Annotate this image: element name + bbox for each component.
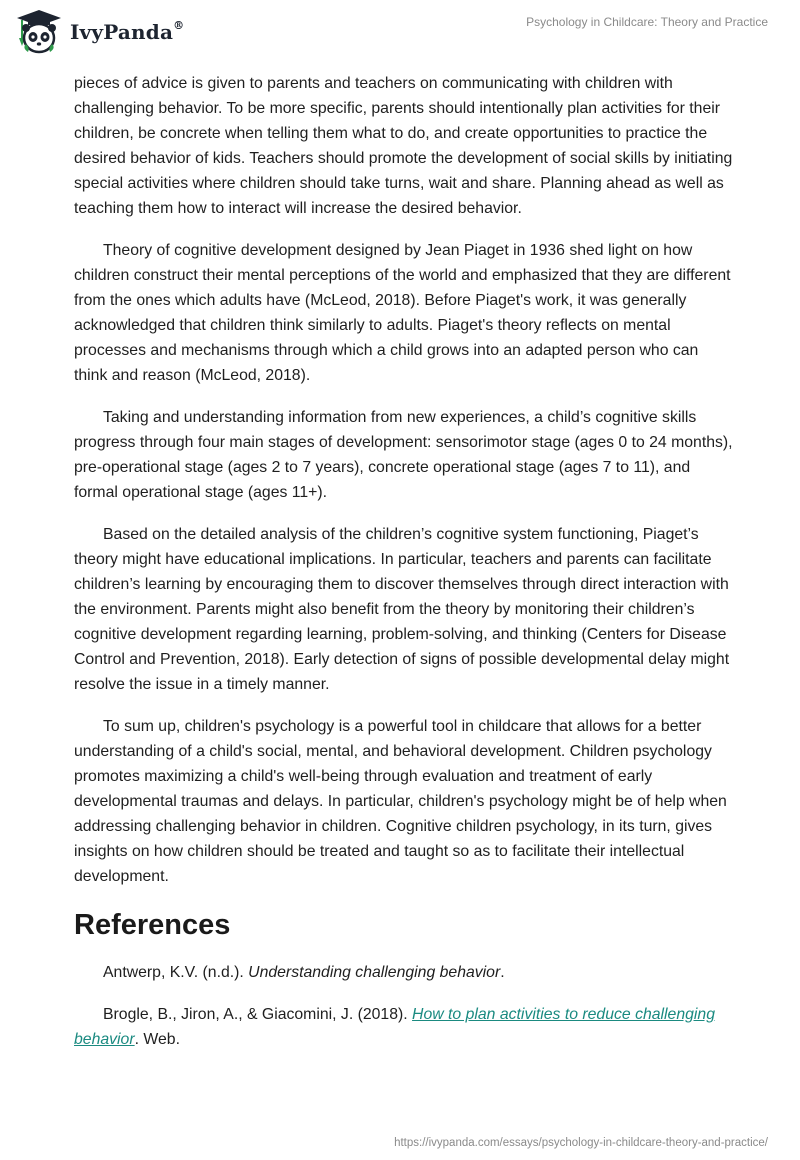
brand-name: IvyPanda® xyxy=(70,19,185,44)
essay-body xyxy=(74,71,734,1069)
reference-item xyxy=(74,960,734,985)
ivypanda-logo[interactable] xyxy=(14,8,184,56)
panda-graduation-cap-icon xyxy=(14,8,64,56)
document-title: Psychology in Childcare: Theory and Practice xyxy=(526,15,768,29)
body-paragraph: Theory of cognitive development designed by Jean Piaget in 1936 shed light on how children construct their mental perceptions of the world and emphasized that they are different from the ones which adults have (McLeod, 2018). Before Piaget's work, it was generally acknowledged that children think similarly to adults. Piaget's theory reflects on mental processes and mechanisms through which a child grows into an adapted person who can think and reason (McLeod, 2018). xyxy=(74,242,731,384)
references-heading: References xyxy=(74,909,231,941)
reference-link[interactable]: How to plan activities to reduce challenging behavior xyxy=(74,1006,715,1048)
reference-suffix: . Web. xyxy=(134,1031,180,1048)
body-paragraph: pieces of advice is given to parents and teachers on communicating with children with challenging behavior. To be more specific, parents should intentionally plan activities for their children, be concrete when telling them what to do, and create opportunities to practice the desired behavior of kids. Teachers should promote the development of social skills by initiating special activities where children should take turns, wait and share. Planning ahead as well as teaching them how to interact will increase the desired behavior. xyxy=(74,75,733,217)
reference-item xyxy=(74,1002,734,1052)
body-paragraph: To sum up, children's psychology is a powerful tool in childcare that allows for a better understanding of a child's social, mental, and behavioral development. Children psychology promotes maximizing a child's well-being through evaluation and treatment of early developmental traumas and delays. In particular, children's psychology might be of help when addressing challenging behavior in children. Cognitive children psychology, in its turn, gives insights on how children should be treated and taught so as to facilitate their intellectual development. xyxy=(74,718,727,885)
page-header xyxy=(0,0,800,70)
reference-authors: Antwerp, K.V. (n.d.). xyxy=(103,964,249,981)
body-paragraph: Taking and understanding information from new experiences, a child’s cognitive skills progress through four main stages of development: sensorimotor stage (ages 0 to 24 months), pre-operational stage (ages 2 to 7 years), concrete operational stage (ages 7 to 11), and formal operational stage (ages 11+). xyxy=(74,409,733,501)
reference-title: Understanding challenging behavior xyxy=(248,964,501,981)
reference-authors: Brogle, B., Jiron, A., & Giacomini, J. (2018). xyxy=(103,1006,413,1023)
reference-suffix: . xyxy=(500,964,505,981)
footer-url: https://ivypanda.com/essays/psychology-in-childcare-theory-and-practice/ xyxy=(394,1137,768,1149)
body-paragraph: Based on the detailed analysis of the children’s cognitive system functioning, Piaget’s theory might have educational implications. In particular, teachers and parents can facilitate children’s learning by encouraging them to discover themselves through direct interaction with the environment. Parents might also benefit from the theory by monitoring their children’s cognitive development regarding learning, problem-solving, and thinking (Centers for Disease Control and Prevention, 2018). Early detection of signs of possible developmental delay might resolve the issue in a timely manner. xyxy=(74,526,730,693)
